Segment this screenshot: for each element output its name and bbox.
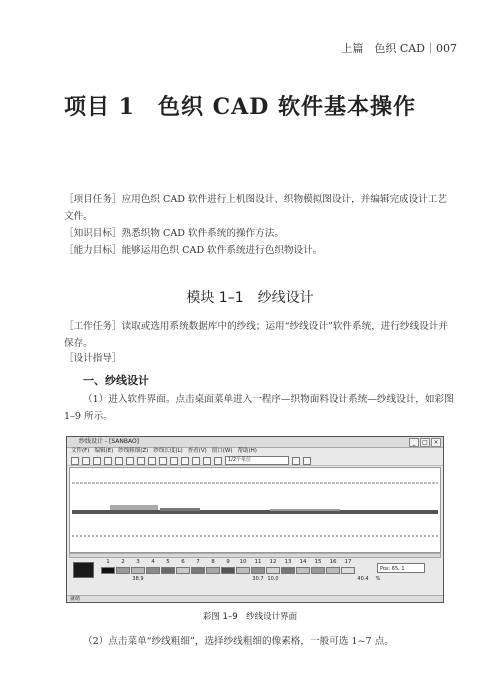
window-title: 纱线设计 - [SANBAO] [79, 438, 140, 445]
undo-icon[interactable] [137, 457, 145, 465]
column-number: 4 [151, 559, 155, 565]
current-color-swatch[interactable] [73, 562, 94, 578]
menu-yarn-thickness[interactable]: 纱线粗细(Z) [118, 448, 149, 454]
save-icon[interactable] [93, 457, 101, 465]
value-unit: % [375, 576, 381, 582]
menu-yarn-length[interactable]: 纱线长度(L) [153, 448, 183, 454]
color-palette [69, 559, 441, 595]
color-swatch[interactable] [221, 567, 235, 574]
color-swatch[interactable] [161, 567, 175, 574]
zoom-out-icon[interactable] [170, 457, 178, 465]
column-number: 1 [106, 559, 110, 565]
menu-file[interactable]: 文件(F) [71, 448, 90, 454]
column-number: 9 [226, 559, 230, 565]
redo-icon[interactable] [148, 457, 156, 465]
color-swatch[interactable] [326, 567, 340, 574]
chapter-title: 项目 1 色织 CAD 软件基本操作 [64, 94, 416, 120]
zoom-in-icon[interactable] [159, 457, 167, 465]
yarn-canvas[interactable] [69, 467, 441, 553]
color-swatch[interactable] [191, 567, 205, 574]
menu-edit[interactable]: 编辑(E) [94, 448, 114, 454]
new-icon[interactable] [71, 457, 79, 465]
color-swatch[interactable] [146, 567, 160, 574]
section-heading: 一、纱线设计 [83, 374, 149, 387]
column-number: 8 [211, 559, 215, 565]
menu-help[interactable]: 帮助(H) [237, 448, 257, 454]
value-col-10: 30.7 [252, 576, 264, 582]
menu-window[interactable]: 窗口(W) [211, 448, 233, 454]
arrow-right-icon[interactable] [192, 457, 200, 465]
yarn-design-window [66, 436, 444, 603]
column-number: 16 [329, 559, 337, 565]
design-guide [64, 350, 456, 367]
module-title: 模块 1–1 纱线设计 [186, 290, 314, 306]
column-number: 13 [284, 559, 292, 565]
column-number: 17 [344, 559, 352, 565]
paste-icon[interactable] [126, 457, 134, 465]
work-task-text: 读取或选用系统数据库中的纱线；运用“纱线设计”软件系统，进行纱线设计并保存。 [64, 321, 448, 349]
color-swatch[interactable] [236, 567, 250, 574]
color-swatch[interactable] [311, 567, 325, 574]
color-swatch[interactable] [266, 567, 280, 574]
color-swatch[interactable] [341, 567, 355, 574]
step-2: （2）点击菜单“纱线粗细”，选择纱线粗细的像素格，一般可选 1~7 点。 [83, 636, 394, 647]
color-swatch[interactable] [251, 567, 265, 574]
column-number: 3 [136, 559, 140, 565]
arrow-down-icon[interactable] [214, 457, 222, 465]
print-icon[interactable] [292, 457, 300, 465]
color-swatch[interactable] [101, 567, 115, 574]
color-swatch[interactable] [131, 567, 145, 574]
ability-goal-text: 能够运用色织 CAD 软件系统进行色织物设计。 [121, 245, 323, 256]
running-head: 上篇 色织 CAD｜007 [341, 42, 457, 55]
value-col-11: 10.0 [267, 576, 279, 582]
column-number: 15 [314, 559, 322, 565]
help-icon[interactable] [303, 457, 311, 465]
color-swatch[interactable] [116, 567, 130, 574]
status-bar: 就绪 [67, 595, 443, 602]
value-col-2: 38.9 [132, 576, 144, 582]
yarn-pattern [70, 468, 440, 552]
color-swatch[interactable] [281, 567, 295, 574]
color-swatch[interactable] [176, 567, 190, 574]
work-task-tag: ［工作任务］ [64, 321, 122, 332]
close-icon[interactable]: × [431, 438, 441, 447]
color-swatch[interactable] [296, 567, 310, 574]
project-task-tag: ［项目任务］ [64, 194, 122, 205]
copy-icon[interactable] [115, 457, 123, 465]
arrow-left-icon[interactable] [181, 457, 189, 465]
knowledge-goal-text: 熟悉织物 CAD 软件系统的操作方法。 [121, 228, 284, 239]
column-number: 11 [254, 559, 262, 565]
arrow-up-icon[interactable] [203, 457, 211, 465]
knowledge-goal-tag: ［知识目标］ [64, 228, 122, 239]
column-number: 2 [121, 559, 125, 565]
column-number: 7 [196, 559, 200, 565]
design-guide-tag: ［设计指导］ [64, 353, 122, 364]
open-icon[interactable] [82, 457, 90, 465]
toolbar [67, 456, 443, 466]
project-task-text: 应用色织 CAD 软件进行上机图设计、织物模拟图设计，并编辑完成设计工艺文件。 [64, 194, 448, 222]
ability-goal [64, 242, 456, 259]
figure-caption: 彩图 1–9 纱线设计界面 [202, 612, 298, 622]
window-controls [409, 438, 441, 447]
work-task [64, 318, 456, 352]
column-number: 10 [239, 559, 247, 565]
maximize-icon[interactable]: □ [420, 438, 430, 447]
value-col-17: 40.4 [357, 576, 369, 582]
column-number: 12 [269, 559, 277, 565]
step-1: （1）进入软件界面。点击桌面菜单进入一程序—织物面料设计系统—纱线设计，如彩图 1–9 所示。 [64, 394, 454, 422]
unit-select[interactable]: 1/2个单位 [225, 456, 289, 465]
menu-bar [67, 447, 443, 456]
column-number: 5 [166, 559, 170, 565]
horizontal-scrollbar[interactable] [69, 553, 441, 558]
column-number: 6 [181, 559, 185, 565]
project-task [64, 191, 456, 225]
knowledge-goal [64, 225, 456, 242]
ability-goal-tag: ［能力目标］ [64, 245, 122, 256]
cut-icon[interactable] [104, 457, 112, 465]
color-swatch[interactable] [206, 567, 220, 574]
menu-view[interactable]: 查看(V) [187, 448, 207, 454]
position-readout: Pos: 65, 1 [377, 563, 425, 573]
column-number: 14 [299, 559, 307, 565]
minimize-icon[interactable]: _ [409, 438, 419, 447]
